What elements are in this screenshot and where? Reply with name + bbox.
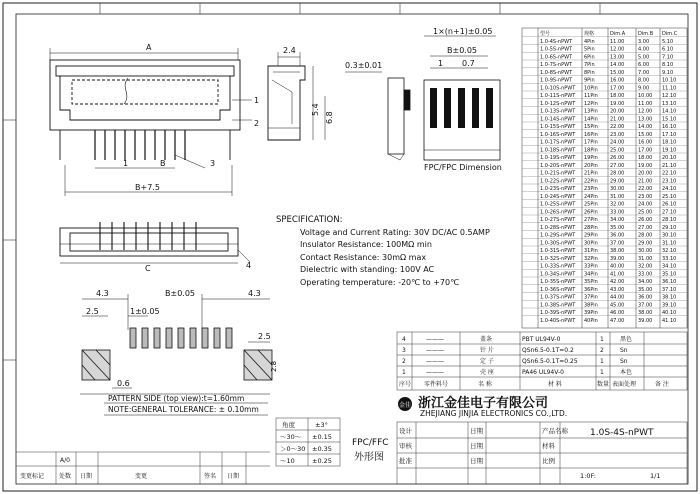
pin-table-cell: 1.0-39S-nPWT: [540, 310, 576, 316]
pin-table-cell: 37.00: [610, 240, 625, 247]
tol-range: ～30～: [280, 433, 302, 441]
pin-table-cell: 1.0-29S-nPWT: [540, 232, 576, 239]
parts-code: ———: [426, 358, 444, 365]
pin-table-cell: 24.00: [638, 201, 653, 208]
pin-table-cell: 15Pin: [584, 124, 598, 130]
pin-table-cell: 35.00: [638, 286, 653, 293]
pin-table-cell: 10Pin: [584, 85, 598, 92]
pin-table-cell: 27.10: [662, 209, 677, 216]
dim-54: 5.4: [311, 103, 320, 116]
pin-table-cell: 29.00: [638, 240, 653, 247]
parts-material: QSn6.5-0.1T=0.2: [522, 347, 574, 354]
pin-table-cell: 12.00: [610, 46, 625, 53]
pin-table-cell: 41.10: [662, 317, 677, 324]
pin-table-cell: 38.00: [610, 248, 625, 254]
parts-header: 序号: [399, 381, 412, 388]
pin-table-cell: 13.00: [638, 116, 653, 123]
pin-table-cell: 40Pin: [584, 317, 598, 324]
pin-table-cell: 39.00: [610, 255, 625, 262]
dim-43-right: 4.3: [248, 289, 261, 298]
pin-table-cell: 38Pin: [584, 302, 598, 309]
pin-table-cell: 1.0-37S-nPWT: [540, 294, 576, 301]
company-logo-text: 金佳: [399, 402, 412, 409]
dim-A: A: [146, 43, 152, 52]
front-view: [50, 48, 252, 196]
drawing-title-cn: 外形图: [354, 452, 384, 463]
pin-table-cell: 27Pin: [584, 217, 598, 223]
pin-table-cell: 11Pin: [584, 93, 598, 99]
pin-table-cell: 35.10: [662, 271, 677, 278]
pin-table-cell: 12.10: [662, 93, 677, 99]
parts-no: 3: [402, 347, 406, 354]
pin-table-cell: 1.0-25S-nPWT: [540, 201, 576, 208]
pin-table-cell: 23.10: [662, 178, 677, 185]
pin-table-cell: 1.0-17S-nPWT: [540, 139, 576, 146]
parts-finish: Sn: [620, 347, 628, 354]
pin-table-cell: 39Pin: [584, 310, 598, 316]
tol-range: ～10: [280, 457, 295, 465]
pin-table-cell: 14.10: [662, 108, 677, 115]
tol-range: ＞0～30: [280, 445, 306, 453]
tb-label: 批准: [399, 457, 412, 465]
pin-table-cell: 3.00: [638, 38, 650, 45]
pin-table-cell: 22.00: [610, 124, 625, 130]
pin-table-cell: 36Pin: [584, 286, 598, 293]
parts-material: QSn6.5-0.1T=0.25: [522, 358, 578, 365]
pin-table-cell: 27.00: [610, 162, 625, 169]
pin-table-cell: 34.00: [610, 217, 625, 223]
pin-table-cell: 7Pin: [584, 62, 595, 68]
pin-table-cell: 15.00: [610, 69, 625, 76]
pin-table-cell: 9Pin: [584, 77, 595, 84]
spec-line: Operating temperature: -20℃ to +70℃: [300, 278, 460, 287]
pin-table-cell: 1.0-14S-nPWT: [540, 116, 576, 123]
spec-title: SPECIFICATION:: [276, 215, 343, 225]
pin-table-cell: 45.00: [610, 302, 625, 309]
parts-finish: 本色: [620, 369, 633, 376]
tol-value: ±0.15: [312, 433, 332, 441]
pin-table-cell: 14.00: [610, 62, 625, 68]
dim-25-right: 2.5: [258, 332, 271, 341]
pin-table-cell: 1.0-20S-nPWT: [540, 162, 576, 169]
pin-table-cell: 39.10: [662, 302, 677, 309]
pin-table-cell: 1.0-24S-nPWT: [540, 193, 576, 200]
pin-table-cell: 22Pin: [584, 178, 598, 185]
pin-table-cell: 17Pin: [584, 139, 598, 146]
spec-line: Dielectric with standing: 100V AC: [300, 265, 435, 274]
pin-table-cell: 1.0-10S-nPWT: [540, 85, 576, 92]
pin-table-cell: 26.00: [638, 217, 653, 223]
side-view: [268, 52, 325, 140]
parts-rows: [399, 335, 669, 388]
pin-table-cell: 22.10: [662, 170, 677, 177]
pin-table-cell: 14Pin: [584, 116, 598, 123]
parts-name: 壳 座: [480, 369, 494, 376]
bottom-view: [60, 222, 250, 263]
pin-table-cell: 12Pin: [584, 100, 598, 107]
parts-name: 盖条: [480, 336, 493, 343]
fpc-caption: FPC/FPC Dimension: [424, 163, 502, 172]
pin-table-cell: 1.0-6S-nPWT: [540, 54, 573, 61]
callout-2: 2: [254, 119, 260, 128]
rev-label: 签名: [204, 473, 217, 480]
pin-table-cell: 32Pin: [584, 255, 598, 262]
pin-table-cell: 29Pin: [584, 232, 598, 239]
tol-header: 角度: [282, 421, 295, 429]
pin-table-cell: 28.10: [662, 217, 677, 223]
pin-table-cell: 32.00: [638, 263, 653, 270]
pin-table-cell: 1.0-33S-nPWT: [540, 263, 576, 270]
parts-name: 定 子: [480, 358, 494, 365]
parts-qty: 1: [600, 358, 604, 365]
tb-label: 日期: [470, 457, 483, 465]
pin-table-cell: 19Pin: [584, 155, 598, 161]
pin-table-cell: 44.00: [610, 294, 625, 301]
pin-table-cell: 24.10: [662, 186, 677, 192]
pin-table-cell: 12.00: [638, 108, 653, 115]
pin-table-cell: 9.10: [662, 69, 674, 76]
tol-header: ±3°: [315, 421, 328, 429]
pin-table-cell: 13.10: [662, 100, 677, 107]
parts-qty: 1: [600, 336, 604, 343]
pin-table-cell: 1.0-40S-nPWT: [540, 317, 576, 324]
pin-table-cell: 1.0-32S-nPWT: [540, 255, 576, 262]
parts-header: 材 料: [548, 381, 562, 388]
pin-table-cell: 1.0-26S-nPWT: [540, 209, 576, 216]
pin-table-cell: 24Pin: [584, 193, 598, 200]
pin-table-cell: 1.0-8S-nPWT: [540, 69, 573, 76]
pin-table-cell: 40.10: [662, 310, 677, 316]
pin-table-cell: 25.00: [610, 147, 625, 154]
pin-table-cell: 11.10: [662, 85, 677, 92]
pin-table-cell: 15.10: [662, 116, 677, 123]
dim-06: 0.6: [117, 379, 130, 388]
dim-B75: B+7.5: [135, 183, 160, 192]
pin-table-cell: 8.00: [638, 77, 650, 84]
pin-table-cell: 1.0-12S-nPWT: [540, 100, 576, 107]
rev-label: 日期: [80, 473, 93, 480]
dim-Bpm-pattern: B±0.05: [165, 289, 196, 298]
pin-table-cell: 17.00: [638, 147, 653, 154]
parts-finish: Sn: [620, 358, 628, 365]
dim-43-left: 4.3: [96, 289, 109, 298]
specification: [276, 215, 490, 287]
pin-table-cell: 38.10: [662, 294, 677, 301]
parts-code: ———: [426, 336, 444, 343]
pin-table-cell: 30.00: [638, 248, 653, 254]
spec-line: Voltage and Current Rating: 30V DC/AC 0.5AMP: [300, 228, 490, 237]
pin-table-cell: 30.00: [610, 186, 625, 192]
pin-table-cell: 1.0-27S-nPWT: [540, 217, 576, 223]
tb-label: 日期: [470, 427, 483, 435]
rev-version: A/0: [60, 457, 70, 464]
pin-table-cell: 6.00: [638, 62, 650, 68]
spec-line: Contact Resistance: 30mΩ max: [300, 253, 427, 262]
pin-table-cell: 26Pin: [584, 209, 598, 216]
pin-table-cell: 25.10: [662, 193, 677, 200]
pin-table-cell: 41.00: [610, 271, 625, 278]
dim-1pm: 1±0.05: [130, 307, 160, 316]
pin-table-cell: 6Pin: [584, 54, 595, 61]
pin-table-cell: 20.00: [638, 170, 653, 177]
drawing-title-en: FPC/FFC: [352, 438, 389, 448]
pin-table-cell: 7.10: [662, 54, 674, 61]
parts-material: PBT UL94V-0: [522, 336, 561, 343]
pin-table-cell: 17.10: [662, 131, 677, 138]
pin-table-cell: 23Pin: [584, 186, 598, 192]
tb-label: 设计: [399, 427, 412, 435]
pin-table-cell: 1.0-11S-nPWT: [540, 93, 576, 99]
pin-table-cell: 34Pin: [584, 271, 598, 278]
parts-no: 1: [402, 369, 406, 376]
pin-table-cell: 1.0-9S-nPWT: [540, 77, 573, 84]
pin-table-cell: 10.10: [662, 77, 677, 84]
parts-qty: 1: [600, 369, 604, 376]
pin-table-cell: 33.00: [610, 209, 625, 216]
pin-table-cell: 1.0-22S-nPWT: [540, 178, 576, 185]
pin-table-cell: 15.00: [638, 131, 653, 138]
pin-table-cell: 29.00: [610, 178, 625, 185]
dim-1-front: 1: [123, 159, 129, 168]
pin-table-cell: 1.0-30S-nPWT: [540, 240, 576, 247]
dim-1n: 1×(n+1)±0.05: [433, 27, 493, 36]
callout-3: 3: [210, 159, 216, 168]
pin-table-cell: 5Pin: [584, 46, 595, 53]
pin-table-cell: 33Pin: [584, 263, 598, 270]
pin-table-cell: 20Pin: [584, 162, 598, 169]
pin-table-cell: 1.0-21S-nPWT: [540, 170, 576, 177]
pin-table-cell: 20.10: [662, 155, 677, 161]
pin-table-cell: 38.00: [638, 310, 653, 316]
parts-header: 表面处理: [612, 381, 637, 388]
pin-table-cell: 6.10: [662, 46, 674, 53]
pin-table-cell: 13Pin: [584, 108, 598, 115]
pin-table-header: 型号: [540, 31, 551, 37]
tb-scale: 1:0F:: [580, 472, 596, 480]
pin-table-cell: 28.00: [638, 232, 653, 239]
company-name-en: ZHEJIANG JINJIA ELECTRONICS CO.,LTD.: [420, 409, 568, 418]
tb-label: 产品名称: [542, 427, 568, 435]
pin-table-cell: 39.00: [638, 317, 653, 324]
pin-table-cell: 32.00: [610, 201, 625, 208]
pin-table-cell: 47.00: [610, 317, 625, 324]
pin-table-cell: 19.00: [610, 100, 625, 107]
parts-no: 2: [402, 358, 406, 365]
pin-table-cell: 16.10: [662, 124, 677, 130]
pin-table-cell: 33.10: [662, 255, 677, 262]
dim-B: B: [160, 159, 166, 168]
pin-table-cell: 46.00: [610, 310, 625, 316]
dim-25: 2.5: [86, 307, 99, 316]
pin-table-cell: 19.10: [662, 147, 677, 154]
pin-table-cell: 19.00: [638, 162, 653, 169]
tb-sheet: 1/1: [650, 472, 661, 480]
pin-table-cell: 25Pin: [584, 201, 598, 208]
pin-table-cell: 18.00: [638, 155, 653, 161]
spec-line: Insulator Resistance: 100MΩ min: [300, 240, 432, 249]
pin-table-cell: 34.00: [638, 279, 653, 285]
parts-name: 针 片: [480, 347, 494, 354]
pin-table-cell: 21.10: [662, 162, 677, 169]
pin-table-cell: 30.10: [662, 232, 677, 239]
pin-table-cell: 34.10: [662, 263, 677, 270]
pin-table-cell: 23.00: [610, 131, 625, 138]
pin-table-cell: 37Pin: [584, 294, 598, 301]
pin-table-cell: 18Pin: [584, 147, 598, 154]
dim-C: C: [145, 264, 151, 273]
pin-table-cell: 36.10: [662, 279, 677, 285]
parts-header: 数量: [597, 381, 610, 388]
pin-table-cell: 18.00: [610, 93, 625, 99]
parts-finish: 黑色: [620, 336, 633, 343]
parts-header: 零件料号: [424, 381, 449, 388]
pin-table-cell: 29.10: [662, 224, 677, 231]
rev-label: 变更: [135, 473, 148, 480]
callout-1: 1: [254, 96, 260, 105]
pin-table-cell: 18.10: [662, 139, 677, 146]
pin-table-cell: 25.00: [638, 209, 653, 216]
pin-table-cell: 26.00: [610, 155, 625, 161]
pin-table-cell: 1.0-16S-nPWT: [540, 131, 576, 138]
pin-table-cell: 1.0-13S-nPWT: [540, 108, 576, 115]
pin-table-cell: 30Pin: [584, 240, 598, 247]
pin-table-cell: 35Pin: [584, 279, 598, 285]
pin-table-cell: 8.10: [662, 62, 674, 68]
pin-table-cell: 21.00: [638, 178, 653, 185]
pin-table-cell: 7.00: [638, 69, 650, 76]
pin-table-cell: 21Pin: [584, 170, 598, 177]
dim-68: 6.8: [325, 111, 334, 124]
pin-table-cell: 1.0-5S-nPWT: [540, 46, 573, 53]
pin-table-header: Dim.C: [662, 31, 678, 37]
parts-code: ———: [426, 369, 444, 376]
pin-table-cell: 40.00: [610, 263, 625, 270]
pin-table-header: Dim.A: [610, 31, 626, 37]
pin-table-cell: 21.00: [610, 116, 625, 123]
tb-label: 审核: [399, 442, 412, 450]
dim-Bpm: B±0.05: [447, 46, 478, 55]
pin-table-cell: 16Pin: [584, 131, 598, 138]
pin-table-cell: 1.0-34S-nPWT: [540, 271, 576, 278]
pin-table-header: Dim.B: [638, 31, 654, 37]
pin-table-cell: 17.00: [610, 85, 625, 92]
pin-table-cell: 26.10: [662, 201, 677, 208]
pin-table-cell: 43.00: [610, 286, 625, 293]
parts-no: 4: [402, 336, 406, 343]
tb-label: 日期: [470, 442, 483, 450]
pin-table-cell: 1.0-7S-nPWT: [540, 62, 573, 68]
pin-table-cell: 1.0-35S-nPWT: [540, 279, 576, 285]
company-banner: [398, 395, 567, 418]
fpc-contacts: [430, 88, 493, 128]
tolerance-note: NOTE:GENERAL TOLERANCE: ± 0.10mm: [108, 405, 259, 414]
pin-table-cell: 8Pin: [584, 69, 595, 76]
pin-table-cell: 35.00: [610, 224, 625, 231]
rev-label: 日期: [227, 473, 240, 480]
pin-table-cell: 42.00: [610, 279, 625, 285]
tol-value: ±0.25: [312, 457, 332, 465]
pin-table-cell: 28Pin: [584, 224, 598, 231]
pin-table-cell: 1.0-4S-nPWT: [540, 38, 573, 45]
pin-table-cell: 13.00: [610, 54, 625, 61]
rev-label: 处数: [59, 473, 72, 480]
rev-label: 变更标记: [20, 473, 45, 480]
pin-table-cell: 1.0-31S-nPWT: [540, 248, 576, 254]
parts-qty: 2: [600, 347, 604, 354]
part-number: 1.0S-4S-nPWT: [590, 428, 654, 438]
pin-table-cell: 31.00: [610, 193, 625, 200]
parts-header: 名 称: [478, 381, 492, 388]
pin-table-cell: 9.00: [638, 85, 650, 92]
pin-table-cell: 1.0-36S-nPWT: [540, 286, 576, 293]
pin-table-cell: 27.00: [638, 224, 653, 231]
pin-table-cell: 33.00: [638, 271, 653, 278]
pin-table-cell: 23.00: [638, 193, 653, 200]
pin-table-cell: 11.00: [610, 38, 625, 45]
pin-table-cell: 4Pin: [584, 38, 595, 45]
pin-table-cell: 5.10: [662, 38, 674, 45]
dim-03: 0.3±0.01: [345, 61, 383, 70]
parts-material: PA46 UL94V-0: [522, 369, 564, 376]
pin-table-cell: 5.00: [638, 54, 650, 61]
pin-table-cell: 16.00: [638, 139, 653, 146]
pin-table-cell: 1.0-18S-nPWT: [540, 147, 576, 154]
pin-table-rows: [522, 30, 687, 324]
pin-table-cell: 1.0-28S-nPWT: [540, 224, 576, 231]
tb-label: 材料: [542, 442, 555, 450]
pin-table-cell: 37.10: [662, 286, 677, 293]
tb-label: 比例: [542, 457, 555, 465]
parts-code: ———: [426, 347, 444, 354]
callout-4: 4: [246, 261, 252, 270]
tol-value: ±0.35: [312, 445, 332, 453]
pin-table-cell: 14.00: [638, 124, 653, 130]
pin-table-header: 规格: [584, 31, 595, 37]
pin-table-cell: 1.0-23S-nPWT: [540, 186, 576, 192]
pin-table-cell: 1.0-15S-nPWT: [540, 124, 576, 130]
dim-07: 0.7: [462, 59, 475, 68]
pin-table-cell: 22.00: [638, 186, 653, 192]
pin-table-cell: 37.00: [638, 302, 653, 309]
dim-1-fpc: 1: [438, 59, 444, 68]
pin-table-cell: 1.0-19S-nPWT: [540, 155, 576, 161]
dim-24: 2.4: [283, 46, 296, 55]
pin-table-cell: 10.00: [638, 93, 653, 99]
pin-table-cell: 31Pin: [584, 248, 598, 254]
pin-table-cell: 4.00: [638, 46, 650, 53]
dim-28: 2.8: [270, 360, 278, 372]
pin-table-cell: 31.00: [638, 255, 653, 262]
pin-table-cell: 16.00: [610, 77, 625, 84]
parts-header: 备 注: [655, 381, 669, 388]
pin-table-cell: 20.00: [610, 108, 625, 115]
pattern-note: PATTERN SIDE (top view):t=1.60mm: [108, 394, 245, 403]
company-name-cn: 浙江金佳电子有限公司: [418, 396, 549, 411]
pin-table-cell: 36.00: [610, 232, 625, 239]
pin-table-cell: 31.10: [662, 240, 677, 247]
pin-table-cell: 28.00: [610, 170, 625, 177]
pin-table-cell: 32.10: [662, 248, 677, 254]
pattern-pads: [82, 328, 272, 380]
pin-table-cell: 11.00: [638, 100, 653, 107]
pin-table-cell: 1.0-38S-nPWT: [540, 302, 576, 309]
pin-table-cell: 36.00: [638, 294, 653, 301]
pin-table-cell: 24.00: [610, 139, 625, 146]
